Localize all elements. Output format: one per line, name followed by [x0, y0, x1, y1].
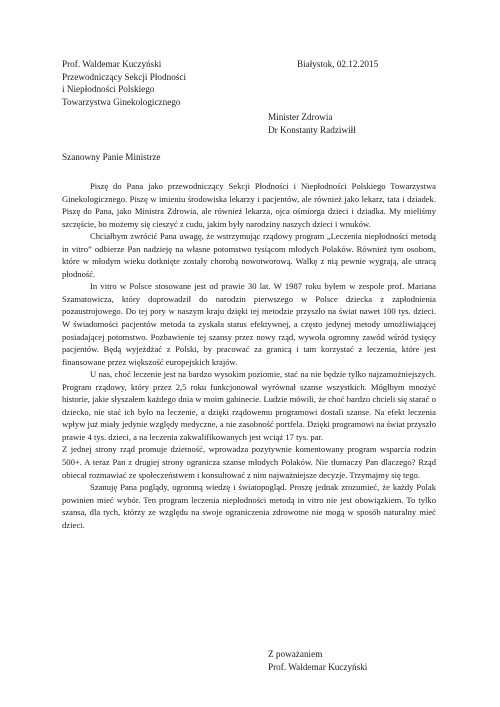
body-paragraph-1: Piszę do Pana jako przewodniczący Sekcji Płodności i Niepłodności Polskiego Towarzystwa Ginekologicznego. Piszę w imieniu środowiska lekarzy i pacjentów, ale również jako lekarz, tata i dziadek. Piszę do Pana, jako Ministra Zdrowia, ale również lekarza, ojca ośmiorga dzieci i dziadka. My mieliśmy szczęście, bo możemy się cieszyć z cudu, jakim były narodziny naszych dzieci i wnuków.	[62, 181, 436, 229]
sender-name: Prof. Waldemar Kuczyński	[62, 59, 162, 69]
letter-body	[62, 180, 436, 531]
body-paragraph-3: In vitro w Polsce stosowane jest od prawie 30 lat. W 1987 roku byłem w zespole prof. Mariana Szamatowicza, który doprowadził do narodzin pierwszego w Polsce dziecka z zapłodnienia pozaustrojowego. Do tej pory w naszym kraju dzięki tej metodzie przyszło na świat nawet 100 tys. dzieci. W świadomości pacjentów metoda ta zyskała status efektywnej, a często jedynej metody umożliwiającej posiadającej potomstwo. Pozbawienie tej szansy przez nowy rząd, wywoła ogromny zawód wśród tysięcy pacjentów. Będą wyjeżdżać z Polski, by pracować za granicą i tam korzystać z leczenia, które jest finansowane przez większość europejskich krajów.	[62, 281, 436, 367]
body-paragraph-2: Chciałbym zwrócić Pana uwagę, że wstrzymując rządowy program „Leczenia niepłodności metodą in vitro” odbierze Pan nadzieję na własne potomstwo tysiącom młodych Polaków. Również tym osobom, które w młodym wieku dotknięte zostały chorobą nowotworową. Walkę z nią pewnie wygrają, ale utracą płodność.	[62, 231, 436, 279]
recipient-name: Dr Konstanty Radziwiłł	[268, 124, 356, 135]
place-date: Białystok, 02.12.2015	[297, 59, 379, 69]
closing-greeting: Z poważaniem	[268, 649, 323, 659]
signature-name: Prof. Waldemar Kuczyński	[268, 662, 368, 672]
recipient-block	[268, 111, 356, 136]
body-paragraph-5: Z jednej strony rząd promuje dzietność, wprowadza pozytywnie komentowany program wsparcia rodzin 500+. A teraz Pan z drugiej strony ogranicza szanse młodych Polaków. Nie tłumaczy Pan dlaczego? Rząd obiecał rozmawiać ze społeczeństwem i konsultować z nim najważniejsze decyzje. Trzymajmy się tego.	[62, 444, 436, 480]
recipient-title: Minister Zdrowia	[268, 112, 333, 122]
body-paragraph-4: U nas, choć leczenie jest na bardzo wysokim poziomie, stać na nie będzie tylko najzamożniejszych. Program rządowy, który przez 2,5 roku funkcjonował wyrównał szanse wszystkich. Mógłbym mnożyć historie, jakie słyszałem każdego dnia w moim gabinecie. Ludzie mówili, że choć bardzo chcieli się starać o dziecko, nie stać ich było na leczenie, a dzięki rządowemu programowi dostali szanse. Na efekt leczenia wpływ już miały jedynie względy medyczne, a nie zasobność portfela. Dzięki programowi na świat przyszło prawie 4 tys. dzieci, a na leczenia zakwalifikowanych jest wciąż 17 tys. par.	[62, 369, 436, 442]
sender-title-line3: Towarzystwa Ginekologicznego	[62, 96, 181, 107]
salutation: Szanowny Panie Ministrze	[62, 152, 161, 162]
sender-block	[62, 58, 186, 108]
sender-title-line1: Przewodniczący Sekcji Płodności	[62, 71, 186, 82]
closing-block	[268, 648, 367, 674]
sender-title-line2: i Niepłodności Polskiego	[62, 84, 155, 95]
body-paragraph-6: Szanuję Pana poglądy, ogromną wiedzę i światopogląd. Proszę jednak zrozumieć, że każdy Polak powinien mieć wybór. Ten program leczenia niepłodności metodą in vitro nie jest obowiązkiem. To tylko szansa, dla tych, którzy ze względu na swoje ograniczenia zdrowotne nie mogą w sposób naturalny mieć dzieci.	[62, 482, 436, 530]
